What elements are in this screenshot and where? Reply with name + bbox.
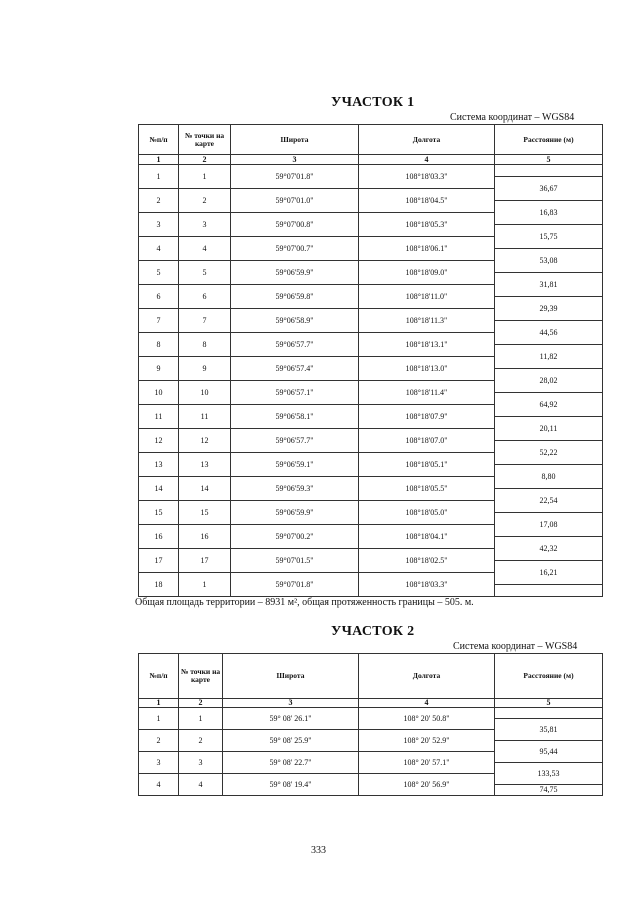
longitude-cell: 108° 20' 56.9" bbox=[359, 774, 495, 796]
section1-table bbox=[138, 124, 603, 597]
point-number-cell: 17 bbox=[179, 549, 231, 573]
longitude-cell: 108°18'07.9" bbox=[359, 405, 495, 429]
row-number-cell: 1 bbox=[139, 165, 179, 189]
longitude-cell: 108°18'05.1" bbox=[359, 453, 495, 477]
section1-coord-system: Система координат – WGS84 bbox=[450, 112, 575, 123]
column-number-cell: 4 bbox=[359, 155, 495, 165]
column-number-row bbox=[139, 155, 603, 165]
point-number-cell: 11 bbox=[179, 405, 231, 429]
distance-cell: 22,54 bbox=[495, 489, 603, 513]
point-number-cell: 13 bbox=[179, 453, 231, 477]
latitude-cell: 59°06'59.9" bbox=[231, 261, 359, 285]
distance-cell: 64,92 bbox=[495, 393, 603, 417]
header-cell: № точки на карте bbox=[179, 654, 223, 699]
section2-title: УЧАСТОК 2 bbox=[331, 624, 415, 639]
latitude-cell: 59°06'58.1" bbox=[231, 405, 359, 429]
latitude-cell: 59° 08' 25.9" bbox=[223, 730, 359, 752]
section2-coord-system: Система координат – WGS84 bbox=[453, 641, 578, 652]
point-number-cell: 6 bbox=[179, 285, 231, 309]
distance-cell: 16,83 bbox=[495, 201, 603, 225]
distance-cell: 133,53 bbox=[495, 763, 603, 785]
latitude-cell: 59°06'59.9" bbox=[231, 501, 359, 525]
column-number-cell: 1 bbox=[139, 699, 179, 708]
row-number-cell: 14 bbox=[139, 477, 179, 501]
point-number-cell: 7 bbox=[179, 309, 231, 333]
point-number-cell: 1 bbox=[179, 708, 223, 730]
point-number-cell: 15 bbox=[179, 501, 231, 525]
row-number-cell: 3 bbox=[139, 752, 179, 774]
row-number-cell: 4 bbox=[139, 237, 179, 261]
distance-cell: 42,32 bbox=[495, 537, 603, 561]
header-cell: Расстояние (м) bbox=[495, 654, 603, 699]
distance-cell: 8,80 bbox=[495, 465, 603, 489]
latitude-cell: 59°06'57.7" bbox=[231, 333, 359, 357]
longitude-cell: 108° 20' 57.1" bbox=[359, 752, 495, 774]
header-cell: Широта bbox=[223, 654, 359, 699]
longitude-cell: 108° 20' 52.9" bbox=[359, 730, 495, 752]
latitude-cell: 59°06'59.3" bbox=[231, 477, 359, 501]
column-number-cell: 2 bbox=[179, 155, 231, 165]
point-number-cell: 16 bbox=[179, 525, 231, 549]
point-number-cell: 14 bbox=[179, 477, 231, 501]
distance-cell: 28,02 bbox=[495, 369, 603, 393]
row-number-cell: 3 bbox=[139, 213, 179, 237]
longitude-cell: 108° 20' 50.8" bbox=[359, 708, 495, 730]
empty-distance-cell bbox=[495, 708, 603, 719]
latitude-cell: 59°07'01.5" bbox=[231, 549, 359, 573]
point-number-cell: 2 bbox=[179, 730, 223, 752]
header-cell: № точки на карте bbox=[179, 125, 231, 155]
longitude-cell: 108°18'05.3" bbox=[359, 213, 495, 237]
latitude-cell: 59°07'00.7" bbox=[231, 237, 359, 261]
point-number-cell: 3 bbox=[179, 752, 223, 774]
point-number-cell: 12 bbox=[179, 429, 231, 453]
distance-cell: 36,67 bbox=[495, 177, 603, 201]
section1-title: УЧАСТОК 1 bbox=[331, 95, 415, 110]
longitude-cell: 108°18'06.1" bbox=[359, 237, 495, 261]
row-number-cell: 8 bbox=[139, 333, 179, 357]
header-cell: Долгота bbox=[359, 125, 495, 155]
latitude-cell: 59°07'01.8" bbox=[231, 573, 359, 597]
distance-cell: 35,81 bbox=[495, 719, 603, 741]
row-number-cell: 12 bbox=[139, 429, 179, 453]
longitude-cell: 108°18'11.3" bbox=[359, 309, 495, 333]
point-number-cell: 2 bbox=[179, 189, 231, 213]
longitude-cell: 108°18'07.0" bbox=[359, 429, 495, 453]
point-number-cell: 1 bbox=[179, 573, 231, 597]
table-row bbox=[139, 165, 603, 177]
distance-cell: 44,56 bbox=[495, 321, 603, 345]
longitude-cell: 108°18'05.5" bbox=[359, 477, 495, 501]
row-number-cell: 2 bbox=[139, 730, 179, 752]
latitude-cell: 59° 08' 22.7" bbox=[223, 752, 359, 774]
distance-cell: 52,22 bbox=[495, 441, 603, 465]
latitude-cell: 59°07'00.8" bbox=[231, 213, 359, 237]
empty-distance-cell bbox=[495, 165, 603, 177]
distance-cell: 11,82 bbox=[495, 345, 603, 369]
column-number-cell: 3 bbox=[223, 699, 359, 708]
point-number-cell: 4 bbox=[179, 774, 223, 796]
longitude-cell: 108°18'13.0" bbox=[359, 357, 495, 381]
point-number-cell: 8 bbox=[179, 333, 231, 357]
longitude-cell: 108°18'09.0" bbox=[359, 261, 495, 285]
distance-cell: 74,75 bbox=[495, 785, 603, 796]
latitude-cell: 59°07'01.0" bbox=[231, 189, 359, 213]
latitude-cell: 59°06'59.1" bbox=[231, 453, 359, 477]
row-number-cell: 2 bbox=[139, 189, 179, 213]
longitude-cell: 108°18'04.5" bbox=[359, 189, 495, 213]
row-number-cell: 18 bbox=[139, 573, 179, 597]
latitude-cell: 59°06'57.1" bbox=[231, 381, 359, 405]
header-cell: №п/п bbox=[139, 125, 179, 155]
column-number-row bbox=[139, 699, 603, 708]
row-number-cell: 11 bbox=[139, 405, 179, 429]
distance-cell: 16,21 bbox=[495, 561, 603, 585]
latitude-cell: 59°06'57.4" bbox=[231, 357, 359, 381]
latitude-cell: 59° 08' 19.4" bbox=[223, 774, 359, 796]
longitude-cell: 108°18'03.3" bbox=[359, 573, 495, 597]
distance-cell: 31,81 bbox=[495, 273, 603, 297]
point-number-cell: 4 bbox=[179, 237, 231, 261]
distance-cell: 15,75 bbox=[495, 225, 603, 249]
row-number-cell: 13 bbox=[139, 453, 179, 477]
row-number-cell: 6 bbox=[139, 285, 179, 309]
column-number-cell: 1 bbox=[139, 155, 179, 165]
section2-table bbox=[138, 653, 603, 796]
latitude-cell: 59° 08' 26.1" bbox=[223, 708, 359, 730]
latitude-cell: 59°07'00.2" bbox=[231, 525, 359, 549]
row-number-cell: 7 bbox=[139, 309, 179, 333]
point-number-cell: 10 bbox=[179, 381, 231, 405]
header-cell: Широта bbox=[231, 125, 359, 155]
distance-cell: 20,11 bbox=[495, 417, 603, 441]
row-number-cell: 10 bbox=[139, 381, 179, 405]
empty-distance-cell bbox=[495, 585, 603, 597]
header-cell: Долгота bbox=[359, 654, 495, 699]
point-number-cell: 5 bbox=[179, 261, 231, 285]
column-number-cell: 5 bbox=[495, 155, 603, 165]
header-cell: №п/п bbox=[139, 654, 179, 699]
latitude-cell: 59°06'59.8" bbox=[231, 285, 359, 309]
point-number-cell: 9 bbox=[179, 357, 231, 381]
longitude-cell: 108°18'11.0" bbox=[359, 285, 495, 309]
point-number-cell: 3 bbox=[179, 213, 231, 237]
longitude-cell: 108°18'13.1" bbox=[359, 333, 495, 357]
header-row bbox=[139, 125, 603, 155]
latitude-cell: 59°07'01.8" bbox=[231, 165, 359, 189]
latitude-cell: 59°06'57.7" bbox=[231, 429, 359, 453]
row-number-cell: 9 bbox=[139, 357, 179, 381]
distance-cell: 95,44 bbox=[495, 741, 603, 763]
point-number-cell: 1 bbox=[179, 165, 231, 189]
section1-total-text: Общая площадь территории – 8931 м², общая протяженность границы – 505. м. bbox=[135, 597, 474, 608]
longitude-cell: 108°18'05.0" bbox=[359, 501, 495, 525]
column-number-cell: 5 bbox=[495, 699, 603, 708]
table-row bbox=[139, 708, 603, 719]
column-number-cell: 3 bbox=[231, 155, 359, 165]
longitude-cell: 108°18'03.3" bbox=[359, 165, 495, 189]
row-number-cell: 5 bbox=[139, 261, 179, 285]
section1-total bbox=[135, 597, 474, 608]
header-row bbox=[139, 654, 603, 699]
row-number-cell: 15 bbox=[139, 501, 179, 525]
column-number-cell: 4 bbox=[359, 699, 495, 708]
column-number-cell: 2 bbox=[179, 699, 223, 708]
row-number-cell: 1 bbox=[139, 708, 179, 730]
longitude-cell: 108°18'04.1" bbox=[359, 525, 495, 549]
distance-cell: 53,08 bbox=[495, 249, 603, 273]
row-number-cell: 17 bbox=[139, 549, 179, 573]
header-cell: Расстояние (м) bbox=[495, 125, 603, 155]
longitude-cell: 108°18'02.5" bbox=[359, 549, 495, 573]
distance-cell: 17,08 bbox=[495, 513, 603, 537]
row-number-cell: 16 bbox=[139, 525, 179, 549]
page-number: 333 bbox=[311, 845, 326, 856]
longitude-cell: 108°18'11.4" bbox=[359, 381, 495, 405]
latitude-cell: 59°06'58.9" bbox=[231, 309, 359, 333]
distance-cell: 29,39 bbox=[495, 297, 603, 321]
row-number-cell: 4 bbox=[139, 774, 179, 796]
